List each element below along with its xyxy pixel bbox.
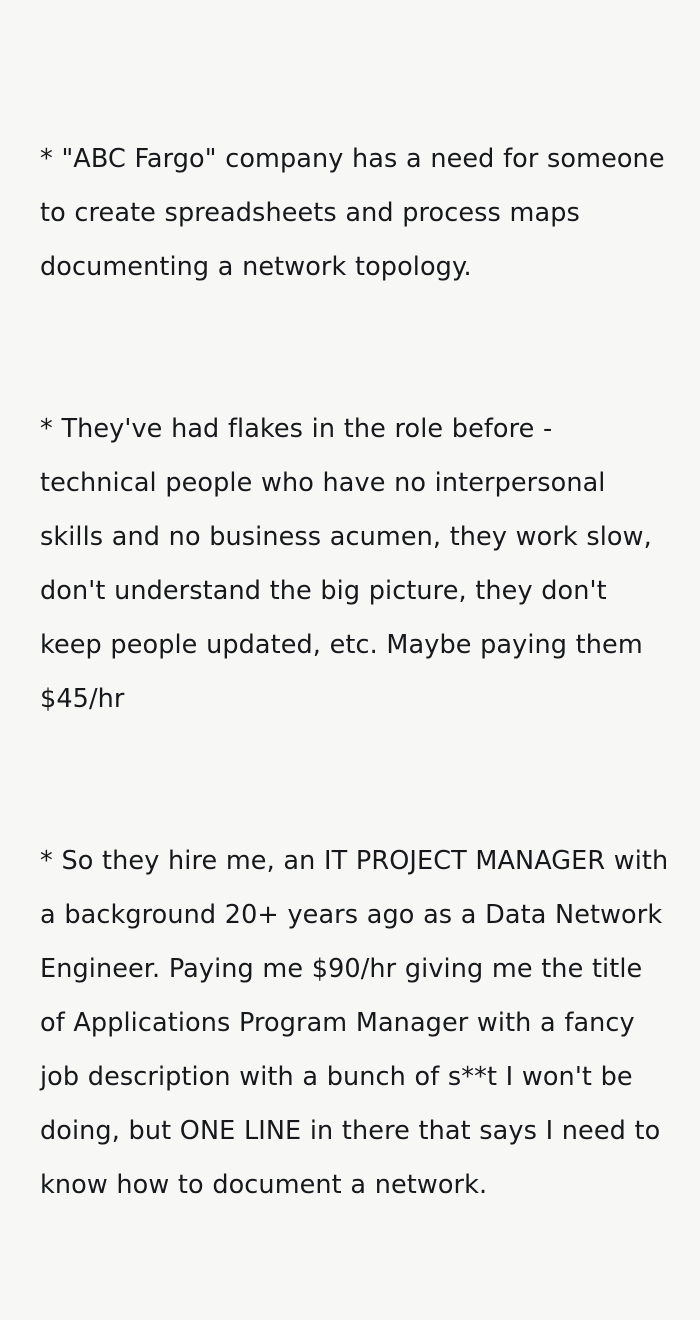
paragraph-bullet-2: * They've had flakes in the role before - technical people who have no interpersonal skills and no business acumen, they work slow, don't understand the big picture, they don't keep people updated, etc. Maybe paying them $45/hr: [40, 414, 661, 714]
document-body: [40, 24, 677, 1320]
paragraph-bullet-3: * So they hire me, an IT PROJECT MANAGER with a background 20+ years ago as a Data Network Engineer. Paying me $90/hr giving me the title of Applications Program Manager with a fancy job description with a bunch of s**t I won't be doing, but ONE LINE in there that says I need to know how to document a network.: [40, 846, 677, 1200]
paragraph-bullet-1: * "ABC Fargo" company has a need for someone to create spreadsheets and process maps documenting a network topology.: [40, 144, 674, 282]
